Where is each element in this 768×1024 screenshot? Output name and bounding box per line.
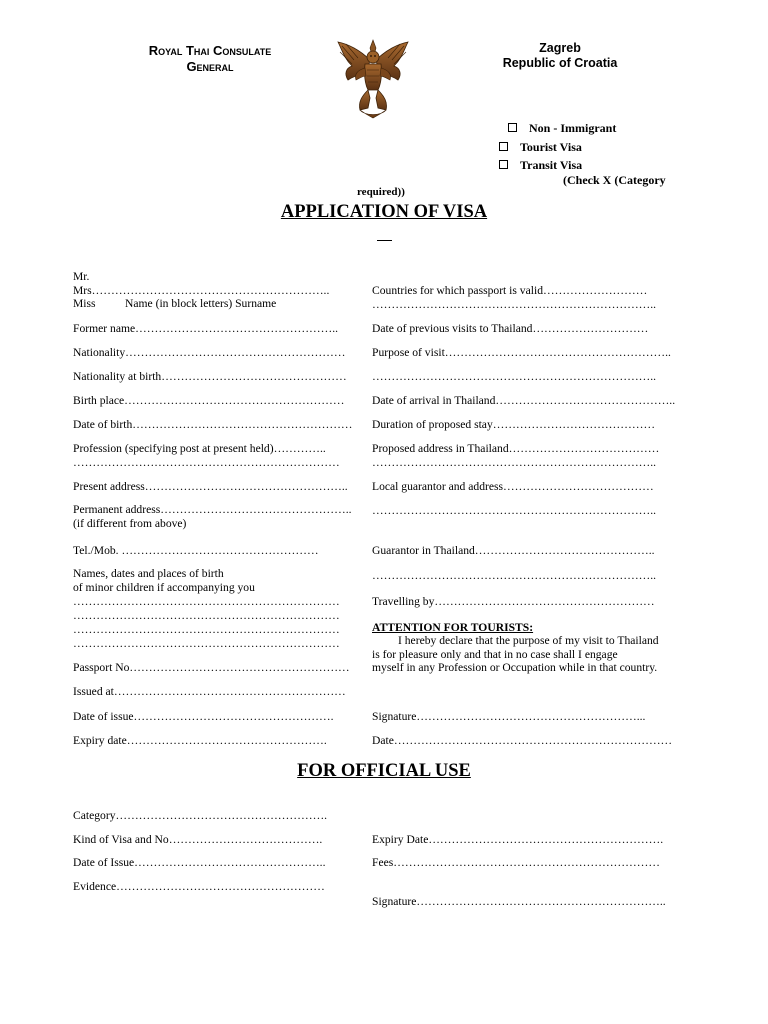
children-field-line-1[interactable]: …………………………………………………………… [73,595,340,608]
official-category-field[interactable]: Category………………………………………………. [73,809,328,822]
category-note-line-2: required)) [357,186,405,198]
signature-field[interactable]: Signature…………………………………………………... [372,710,646,723]
children-field-line-3[interactable]: …………………………………………………………… [73,623,340,636]
profession-field-continued[interactable]: …………………………………………………………… [73,456,340,469]
category-non-immigrant [508,121,616,136]
consulate-name [110,43,310,75]
permanent-address-note: (if different from above) [73,517,187,530]
former-name-field[interactable]: Former name…………………………………………….. [73,322,339,335]
category-non-immigrant-label: Non - Immigrant [529,121,617,135]
nationality-field[interactable]: Nationality………………………………………………… [73,346,346,359]
proposed-address-field[interactable]: Proposed address in Thailand………………………………… [372,442,660,455]
present-address-field[interactable]: Present address…………………………………………….. [73,480,348,493]
checkbox-non-immigrant[interactable] [508,123,517,132]
children-field-line-4[interactable]: …………………………………………………………… [73,637,340,650]
local-guarantor-field[interactable]: Local guarantor and address………………………………… [372,480,654,493]
location-city: Zagreb [539,41,581,55]
children-field-line-2[interactable]: …………………………………………………………… [73,609,340,622]
official-use-title: FOR OFFICIAL USE [297,761,471,781]
attention-text-line-3: myself in any Profession or Occupation while in that country. [372,661,658,674]
purpose-of-visit-field-continued[interactable]: ……………………………………………………………….. [372,370,657,383]
category-tourist-label: Tourist Visa [520,140,582,154]
tel-mob-field[interactable]: Tel./Mob. …………………………………………… [73,544,319,557]
date-of-birth-field[interactable]: Date of birth………………………………………………… [73,418,353,431]
title-mrs-field[interactable]: Mrs…………………………………………………….. [73,284,330,297]
name-hint: Name (in block letters) Surname [125,297,277,310]
consulate-line-1: Royal Thai Consulate [148,43,272,58]
guarantor-in-thailand-field[interactable]: Guarantor in Thailand……………………………………….. [372,544,655,557]
countries-valid-field[interactable]: Countries for which passport is valid……………………… [372,284,648,297]
official-signature-field[interactable]: Signature……………………………………………………….. [372,895,666,908]
location-country: Republic of Croatia [502,56,618,70]
travelling-by-field[interactable]: Travelling by………………………………………………… [372,595,655,608]
profession-field[interactable]: Profession (specifying post at present held)………….. [73,442,326,455]
birth-place-field[interactable]: Birth place………………………………………………… [73,394,345,407]
passport-no-field[interactable]: Passport No………………………………………………… [73,661,350,674]
attention-text-line-1: I hereby declare that the purpose of my visit to Thailand [398,634,659,647]
title-dash [377,240,392,241]
countries-valid-field-continued[interactable]: ……………………………………………………………….. [372,298,657,311]
official-expiry-date-field[interactable]: Expiry Date……………………………………………………. [372,833,664,846]
category-transit-label: Transit Visa [520,158,583,172]
date-of-issue-field[interactable]: Date of issue……………………………………………. [73,710,334,723]
issued-at-field[interactable]: Issued at…………………………………………………… [73,685,346,698]
nationality-at-birth-field[interactable]: Nationality at birth………………………………………… [73,370,347,383]
arrival-date-field[interactable]: Date of arrival in Thailand……………………………………….. [372,394,676,407]
category-note-line-1: (Check X (Category [563,173,666,187]
consulate-line-2: General [186,59,234,74]
proposed-address-field-continued[interactable]: ……………………………………………………………….. [372,456,657,469]
category-tourist [499,140,582,155]
duration-of-stay-field[interactable]: Duration of proposed stay…………………………………… [372,418,656,431]
purpose-of-visit-field[interactable]: Purpose of visit………………………………………………….. [372,346,671,359]
previous-visits-field[interactable]: Date of previous visits to Thailand………………………… [372,322,649,335]
category-transit [499,158,582,173]
official-kind-of-visa-field[interactable]: Kind of Visa and No…………………………………. [73,833,323,846]
location [480,41,640,71]
expiry-date-field[interactable]: Expiry date……………………………………………. [73,734,327,747]
local-guarantor-field-continued[interactable]: ……………………………………………………………….. [372,504,657,517]
title-miss[interactable]: Miss [73,297,96,310]
attention-text-line-2: is for pleasure only and that in no case shall I engage [372,648,618,661]
guarantor-in-thailand-field-continued[interactable]: ……………………………………………………………….. [372,569,657,582]
garuda-emblem-icon [334,38,412,120]
checkbox-transit-visa[interactable] [499,160,508,169]
official-fees-field[interactable]: Fees…………………………………………………………… [372,856,660,869]
official-date-of-issue-field[interactable]: Date of Issue………………………………………….. [73,856,326,869]
page-title: APPLICATION OF VISA [280,202,488,222]
checkbox-tourist-visa[interactable] [499,142,508,151]
official-evidence-field[interactable]: Evidence……………………………………………… [73,880,325,893]
permanent-address-field[interactable]: Permanent address………………………………………….. [73,503,352,516]
children-label-line-2: of minor children if accompanying you [73,581,255,594]
children-label-line-1: Names, dates and places of birth [73,567,224,580]
date-field[interactable]: Date……………………………………………………………… [372,734,673,747]
title-mr[interactable]: Mr. [73,270,90,283]
attention-title: ATTENTION FOR TOURISTS: [372,621,534,634]
